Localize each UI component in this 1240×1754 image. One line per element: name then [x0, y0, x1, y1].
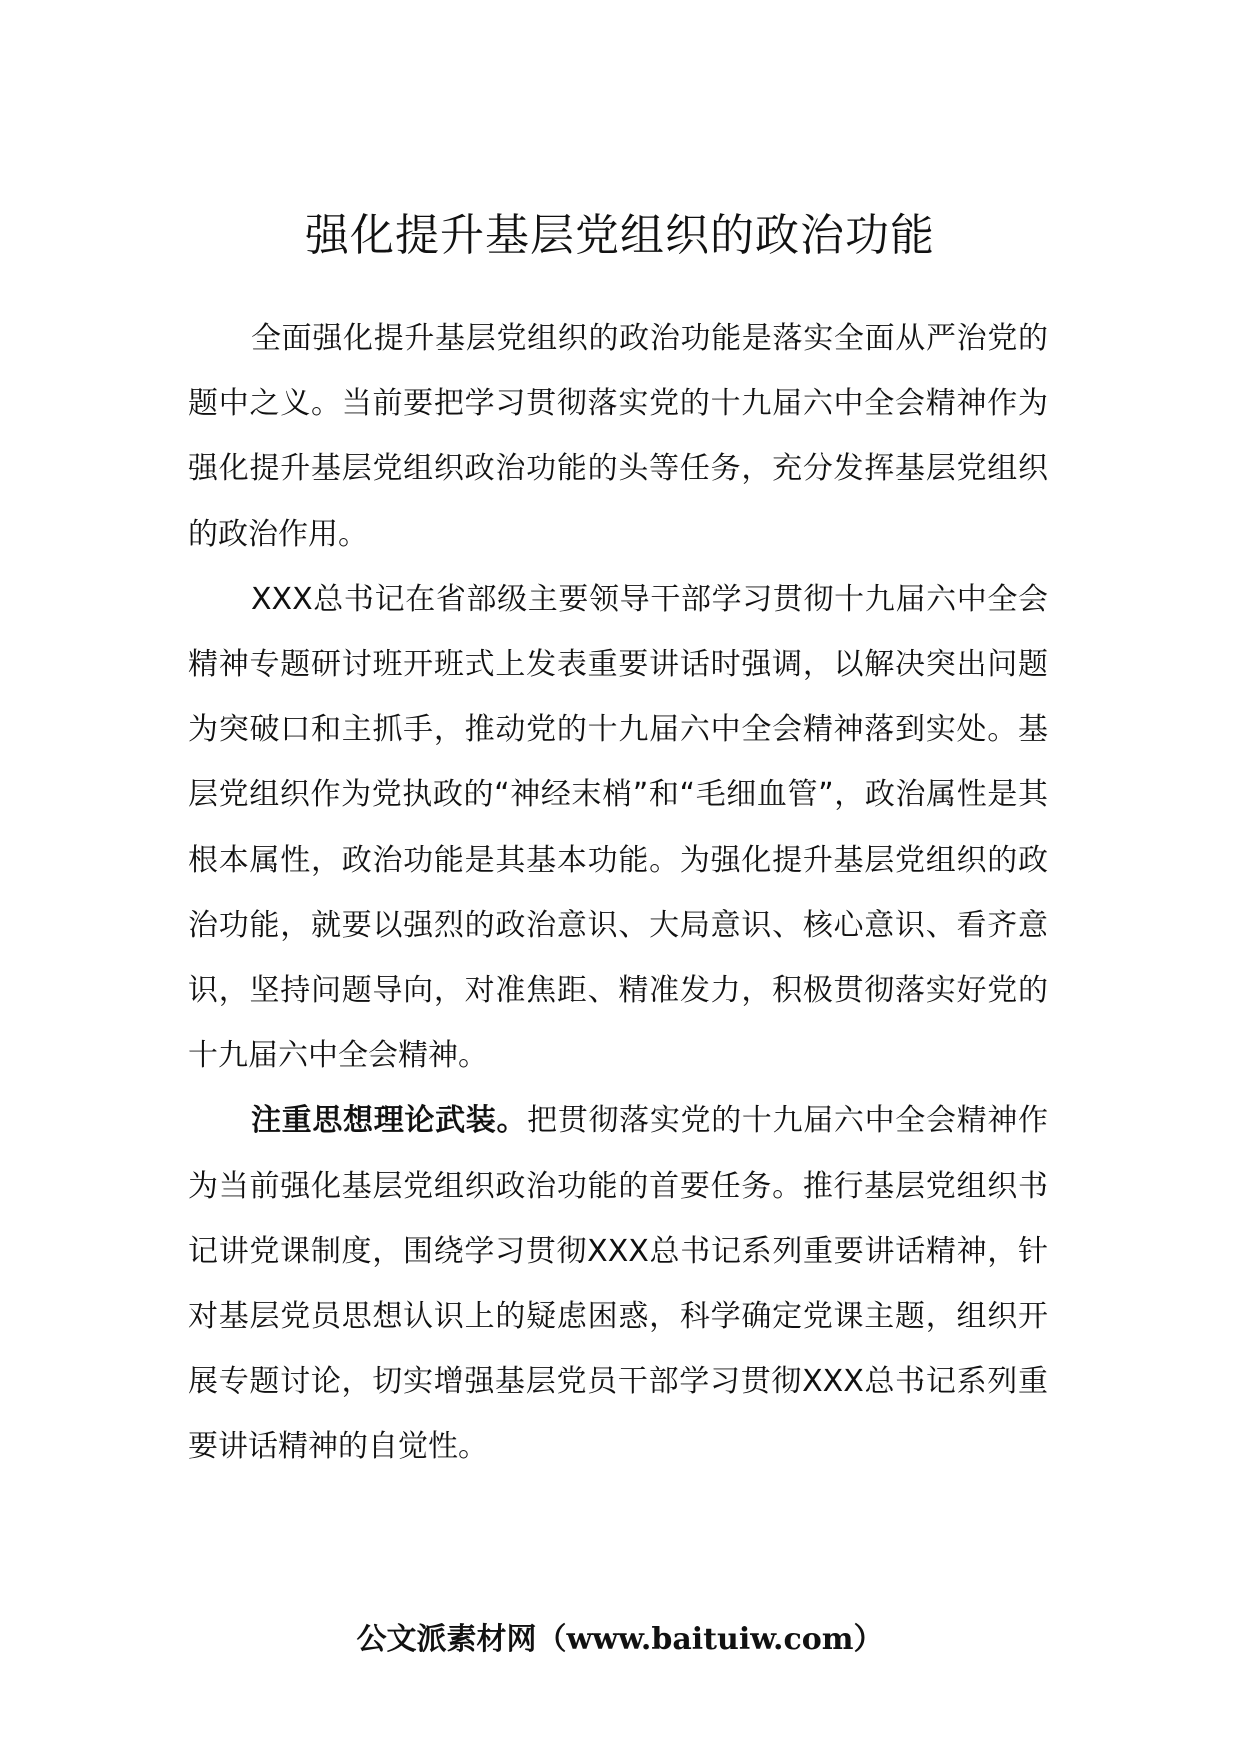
paragraph-2-text: XXX总书记在省部级主要领导干部学习贯彻十九届六中全会精神专题研讨班开班式上发表重要讲话时强调，以解决突出问题为突破口和主抓手，推动党的十九届六中全会精神落到实处。基层党组织作为党执政的“神经末梢”和“毛细血管”，政治属性是其根本属性，政治功能是其基本功能。为强化提升基层党组织的政治功能，就要以强烈的政治意识、大局意识、核心意识、看齐意识，坚持问题导向，对准焦距、精准发力，积极贯彻落实好党的十九届六中全会精神。	[188, 581, 1048, 1074]
source-footer: 公文派素材网（www.baituiw.com）	[356, 1622, 884, 1657]
paragraph-3-lead: 注重思想理论武装。	[251, 1103, 528, 1139]
paragraph-3-text: 把贯彻落实党的十九届六中全会精神作为当前强化基层党组织政治功能的首要任务。推行基层党组织书记讲党课制度，围绕学习贯彻XXX总书记系列重要讲话精神，针对基层党员思想认识上的疑虑困惑，科学确定党课主题，组织开展专题讨论，切实增强基层党员干部学习贯彻XXX总书记系列重要讲话精神的自觉性。	[188, 1103, 1049, 1465]
document-body	[188, 306, 1048, 1480]
paragraph-1	[188, 306, 1048, 567]
document-title: 强化提升基层党组织的政治功能	[305, 210, 935, 261]
paragraph-2	[188, 567, 1048, 1089]
paragraph-1-text: 全面强化提升基层党组织的政治功能是落实全面从严治党的题中之义。当前要把学习贯彻落实党的十九届六中全会精神作为强化提升基层党组织政治功能的头等任务，充分发挥基层党组织的政治作用。	[188, 321, 1048, 552]
paragraph-3	[188, 1088, 1048, 1479]
